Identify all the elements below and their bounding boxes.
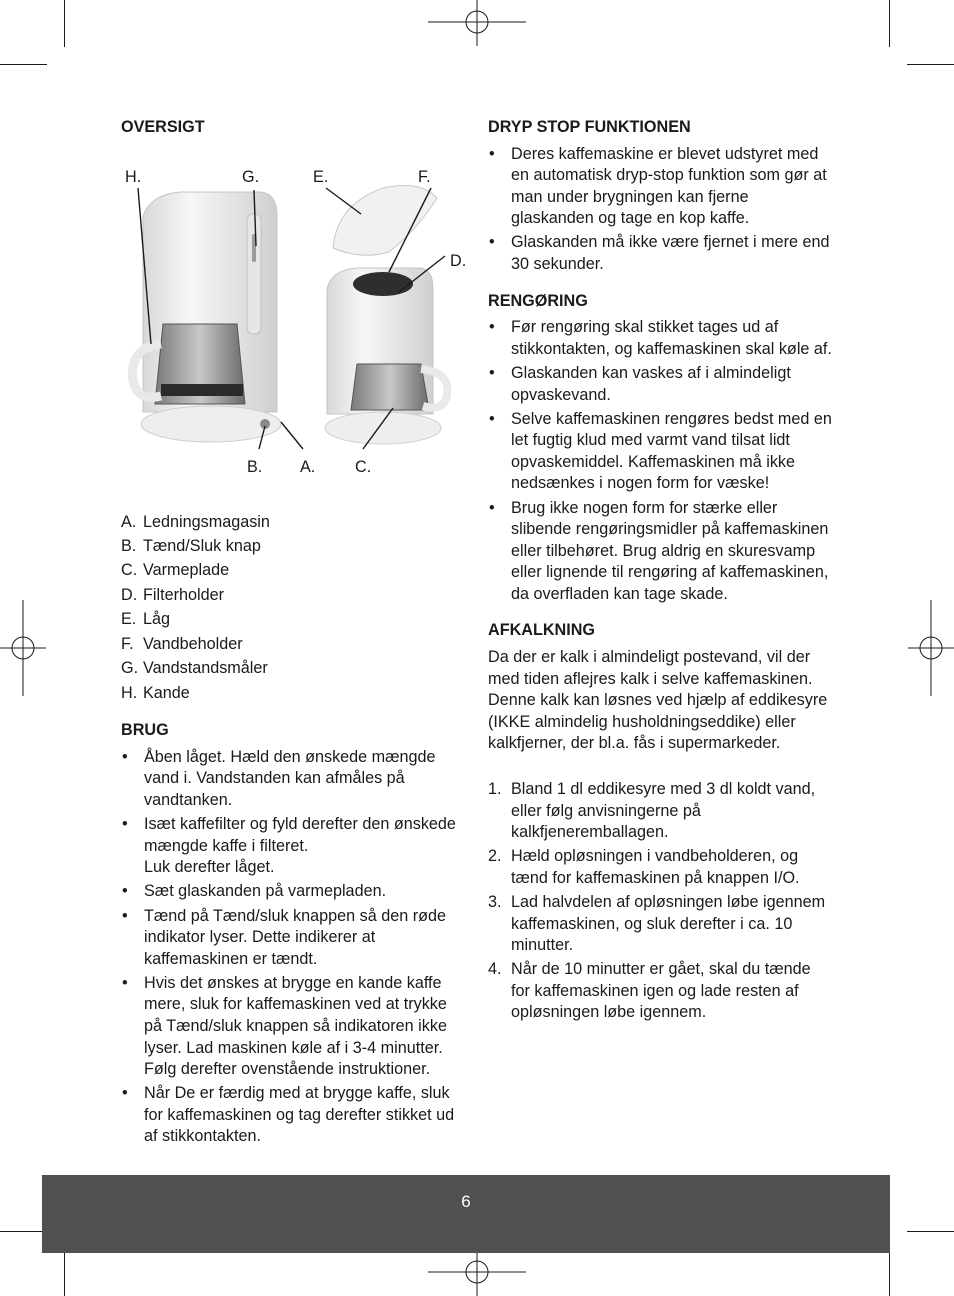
drip-stop-section <box>488 117 834 276</box>
legend-item: C. Varmeplade <box>121 561 230 580</box>
figure-label-f: F. <box>418 167 431 186</box>
list-item: • Åben låget. Hæld den ønskede mængde vand i. Vandstanden kan afmåles på vandtanken. <box>121 747 466 812</box>
cleaning-section <box>488 291 834 606</box>
crop-mark <box>64 1249 65 1296</box>
overview-heading: OVERSIGT <box>121 118 205 136</box>
list-item: • Deres kaffemaskine er blevet udstyret med en automatisk dryp-stop funktion som gør at man under brygningen kan fjerne glaskanden og tage en kop kaffe. <box>488 144 834 230</box>
page-number: 6 <box>461 1192 471 1211</box>
crop-mark <box>889 0 890 47</box>
crop-mark <box>0 64 47 65</box>
legend-item: E. Låg <box>121 610 171 629</box>
registration-mark-icon <box>0 600 46 696</box>
descaling-intro: Da der er kalk i almindeligt postevand, vil der med tiden aflejres kalk i selve kaffemaskinen. Denne kalk kan løsnes ved hjælp af eddikesyre (IKKE almindelig husholdningseddike) eller kalkfjerner, der bl.a. fås i supermarkeder. <box>488 648 828 753</box>
crop-mark <box>907 1231 954 1232</box>
list-item: • Hvis det ønskes at brygge en kande kaffe mere, sluk for kaffemaskinen ved at trykke på Tænd/sluk knappen så indikatoren ikke lyser. Lad maskinen køle af i 3-4 minutter. Følg derefter ovenstående instruktioner. <box>121 973 466 1081</box>
crop-mark <box>0 1231 47 1232</box>
list-item: • Sæt glaskanden på varmepladen. <box>121 881 466 903</box>
list-item: 2. Hæld opløsningen i vandbeholderen, og tænd for kaffemaskinen på knappen I/O. <box>488 847 800 887</box>
crop-mark <box>907 64 954 65</box>
legend-item: G. Vandstandsmåler <box>121 659 268 678</box>
legend-item: D. Filterholder <box>121 585 224 604</box>
usage-section <box>121 720 466 1148</box>
list-item: • Tænd på Tænd/sluk knappen så den røde indikator lyser. Dette indikerer at kaffemaskinen er tændt. <box>121 906 466 971</box>
right-column <box>488 117 834 1039</box>
drip-stop-list <box>488 144 834 276</box>
list-item: 1. Bland 1 dl eddikesyre med 3 dl koldt vand, eller følg anvisningerne på kalkfjeneremballagen. <box>488 780 816 842</box>
list-item: • Glaskanden må ikke være fjernet i mere end 30 sekunder. <box>488 232 834 275</box>
cleaning-list <box>488 317 834 605</box>
usage-heading: BRUG <box>121 721 169 740</box>
figure-label-b: B. <box>247 457 263 476</box>
list-item: • Isæt kaffefilter og fyld derefter den ønskede mængde kaffe i filteret. Luk derefter låget. <box>121 814 466 879</box>
crop-mark <box>64 0 65 47</box>
list-item: 4. Når de 10 minutter er gået, skal du tænde for kaffemaskinen igen og lade resten af opløsningen løbe igennem. <box>488 960 811 1022</box>
coffee-maker-illustration <box>121 144 466 484</box>
registration-mark-icon <box>908 600 954 696</box>
figure-label-h: H. <box>125 167 142 186</box>
list-item: • Når De er færdig med at brygge kaffe, sluk for kaffemaskinen og tag derefter stikket ud af stikkontakten. <box>121 1083 466 1148</box>
legend-item: A. Ledningsmagasin <box>121 512 270 531</box>
coffee-maker-figure <box>121 144 466 484</box>
list-item: • Selve kaffemaskinen rengøres bedst med en let fugtig klud med varmt vand tilsat lidt opvaskemiddel. Kaffemaskinen må ikke nedsænkes i nogen form for væske! <box>488 409 834 495</box>
figure-label-g: G. <box>242 167 260 186</box>
descaling-steps <box>488 779 834 1024</box>
figure-label-a: A. <box>300 457 316 476</box>
descaling-heading: AFKALKNING <box>488 621 596 640</box>
descaling-section <box>488 620 834 1024</box>
figure-label-d: D. <box>450 251 467 270</box>
figure-label-e: E. <box>313 167 329 186</box>
figure-label-c: C. <box>355 457 372 476</box>
crop-mark <box>889 1249 890 1296</box>
cleaning-heading: RENGØRING <box>488 291 588 310</box>
legend-item: B. Tænd/Sluk knap <box>121 537 261 556</box>
legend-item: F. Vandbeholder <box>121 634 243 653</box>
usage-list <box>121 747 466 1148</box>
footer-bar <box>42 1175 890 1253</box>
list-item: • Brug ikke nogen form for stærke eller slibende rengøringsmidler på kaffemaskinen eller tilbehøret. Brug aldrig en skuresvamp eller lignende til rengøring af kaffemaskinen, da overfladen kan tage skade. <box>488 498 834 606</box>
parts-legend <box>121 512 466 705</box>
list-item: • Før rengøring skal stikket tages ud af stikkontakten, og kaffemaskinen skal køle af. <box>488 317 834 360</box>
registration-mark-icon <box>428 0 526 46</box>
legend-item: H. Kande <box>121 683 190 702</box>
list-item: • Glaskanden kan vaskes af i almindeligt opvaskevand. <box>488 363 834 406</box>
drip-stop-heading: DRYP STOP FUNKTIONEN <box>488 118 691 136</box>
left-column <box>121 117 466 1163</box>
list-item: 3. Lad halvdelen af opløsningen løbe igennem kaffemaskinen, og sluk derefter i ca. 10 minutter. <box>488 893 826 955</box>
registration-mark-icon <box>428 1250 526 1296</box>
